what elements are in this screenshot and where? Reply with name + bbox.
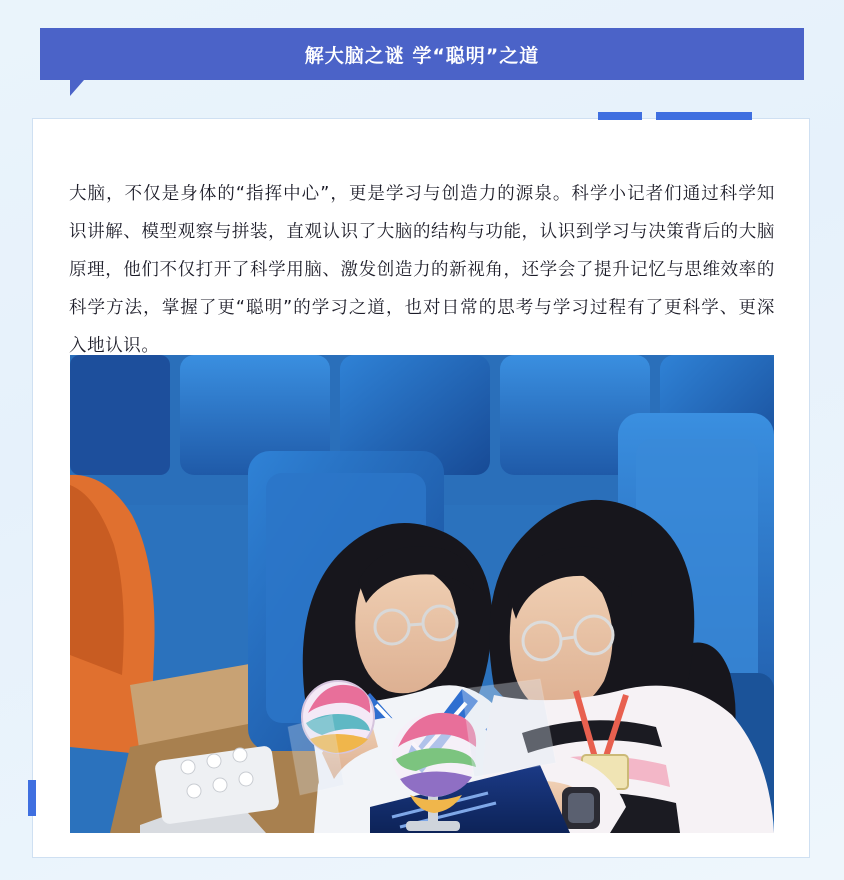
card-accent-tick-side bbox=[28, 780, 36, 816]
header-banner bbox=[40, 28, 804, 84]
page-title: 解大脑之谜 学“聪明”之道 bbox=[304, 44, 540, 67]
card-accent-tick-right bbox=[656, 112, 752, 120]
content-card bbox=[32, 118, 810, 858]
header-banner-bar bbox=[40, 28, 804, 80]
photo-illustration bbox=[70, 355, 774, 833]
card-accent-tick-left bbox=[598, 112, 642, 120]
article-paragraph: 大脑，不仅是身体的“指挥中心”，更是学习与创造力的源泉。科学小记者们通过科学知识讲解、模型观察与拼装，直观认识了大脑的结构与功能，认识到学习与决策背后的大脑原理，他们不仅打开了科学用脑、激发创造力的新视角，还学会了提升记忆与思维效率的科学方法，掌握了更“聪明”的学习之道，也对日常的思考与学习过程有了更科学、更深入地认识。 bbox=[69, 183, 775, 356]
article-photo bbox=[70, 355, 774, 833]
banner-notch-decoration bbox=[70, 80, 84, 96]
